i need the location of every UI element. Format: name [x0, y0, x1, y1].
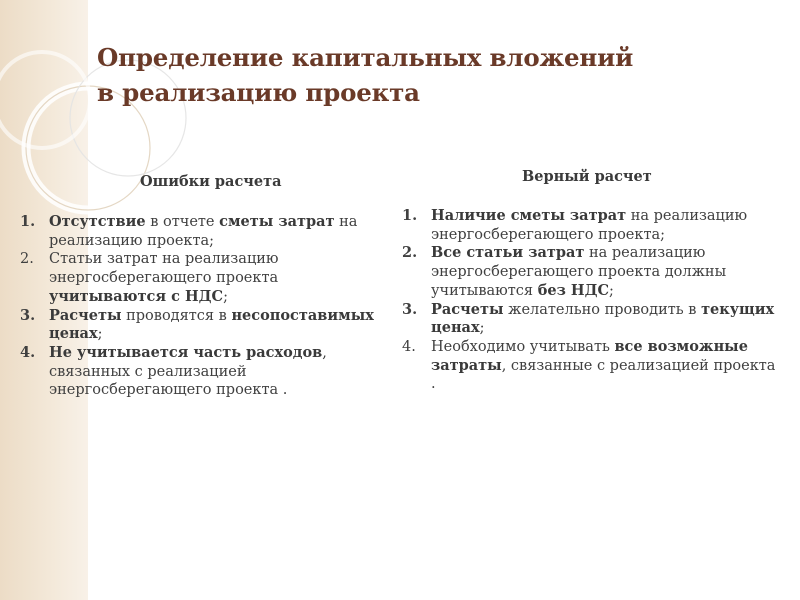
- text-segment: Статьи затрат на реализацию энергосберегающего проекта: [49, 251, 279, 287]
- text-segment: ;: [479, 320, 485, 337]
- list-number: 4.: [20, 343, 36, 361]
- text-segment: ;: [609, 282, 614, 299]
- bold-text-segment: несопоставимых ценах: [49, 306, 374, 343]
- correct-item: [402, 207, 782, 244]
- text-segment: на реализацию проекта;: [49, 214, 358, 249]
- bold-text-segment: Расчеты: [49, 306, 122, 324]
- error-item: [20, 250, 392, 306]
- errors-list: [20, 213, 392, 400]
- correct-item: [402, 338, 782, 394]
- bold-text-segment: без НДС: [537, 281, 610, 299]
- text-segment: , связанные с реализацией проекта .: [431, 357, 776, 393]
- bold-text-segment: текущих ценах: [431, 300, 775, 337]
- bold-text-segment: Все статьи затрат: [431, 244, 585, 262]
- bold-text-segment: все возможные затраты: [431, 337, 748, 374]
- error-item: [20, 307, 392, 344]
- list-number: 3.: [20, 306, 36, 324]
- list-number: 1.: [20, 213, 36, 230]
- correct-item: [402, 244, 782, 300]
- slide-title-line-2: в реализацию проекта: [97, 78, 420, 107]
- bold-text-segment: Наличие сметы затрат: [431, 207, 627, 224]
- bold-text-segment: сметы затрат: [219, 213, 335, 230]
- list-number: 2.: [20, 251, 34, 268]
- text-segment: в отчете: [145, 214, 220, 230]
- text-segment: ;: [97, 326, 103, 343]
- bold-text-segment: Расчеты: [431, 300, 504, 318]
- list-number: 3.: [402, 300, 418, 318]
- text-segment: на реализацию энергосберегающего проекта;: [431, 208, 748, 243]
- text-segment: проводятся в: [121, 307, 232, 324]
- error-item: [20, 213, 392, 250]
- bold-text-segment: учитываются с НДС: [49, 287, 224, 305]
- text-segment: , связанных с реализацией энергосберегающего проекта .: [49, 344, 327, 399]
- errors-heading: Ошибки расчета: [140, 173, 282, 190]
- error-item: [20, 344, 392, 400]
- text-segment: Необходимо учитывать: [431, 338, 615, 355]
- bold-text-segment: Отсутствие: [49, 213, 146, 230]
- bold-text-segment: Не учитывается часть расходов: [49, 343, 323, 361]
- list-number: 4.: [402, 338, 416, 355]
- slide-title-line-1: Определение капитальных вложений: [97, 43, 634, 72]
- correct-heading: Верный расчет: [522, 168, 652, 185]
- correct-list: [402, 207, 782, 394]
- text-segment: на реализацию энергосберегающего проекта должны учитываются: [431, 245, 727, 299]
- text-segment: ;: [223, 288, 228, 305]
- slide-title: [97, 40, 737, 110]
- text-segment: желательно проводить в: [503, 301, 702, 318]
- list-number: 2.: [402, 244, 418, 262]
- correct-item: [402, 301, 782, 338]
- list-number: 1.: [402, 207, 418, 224]
